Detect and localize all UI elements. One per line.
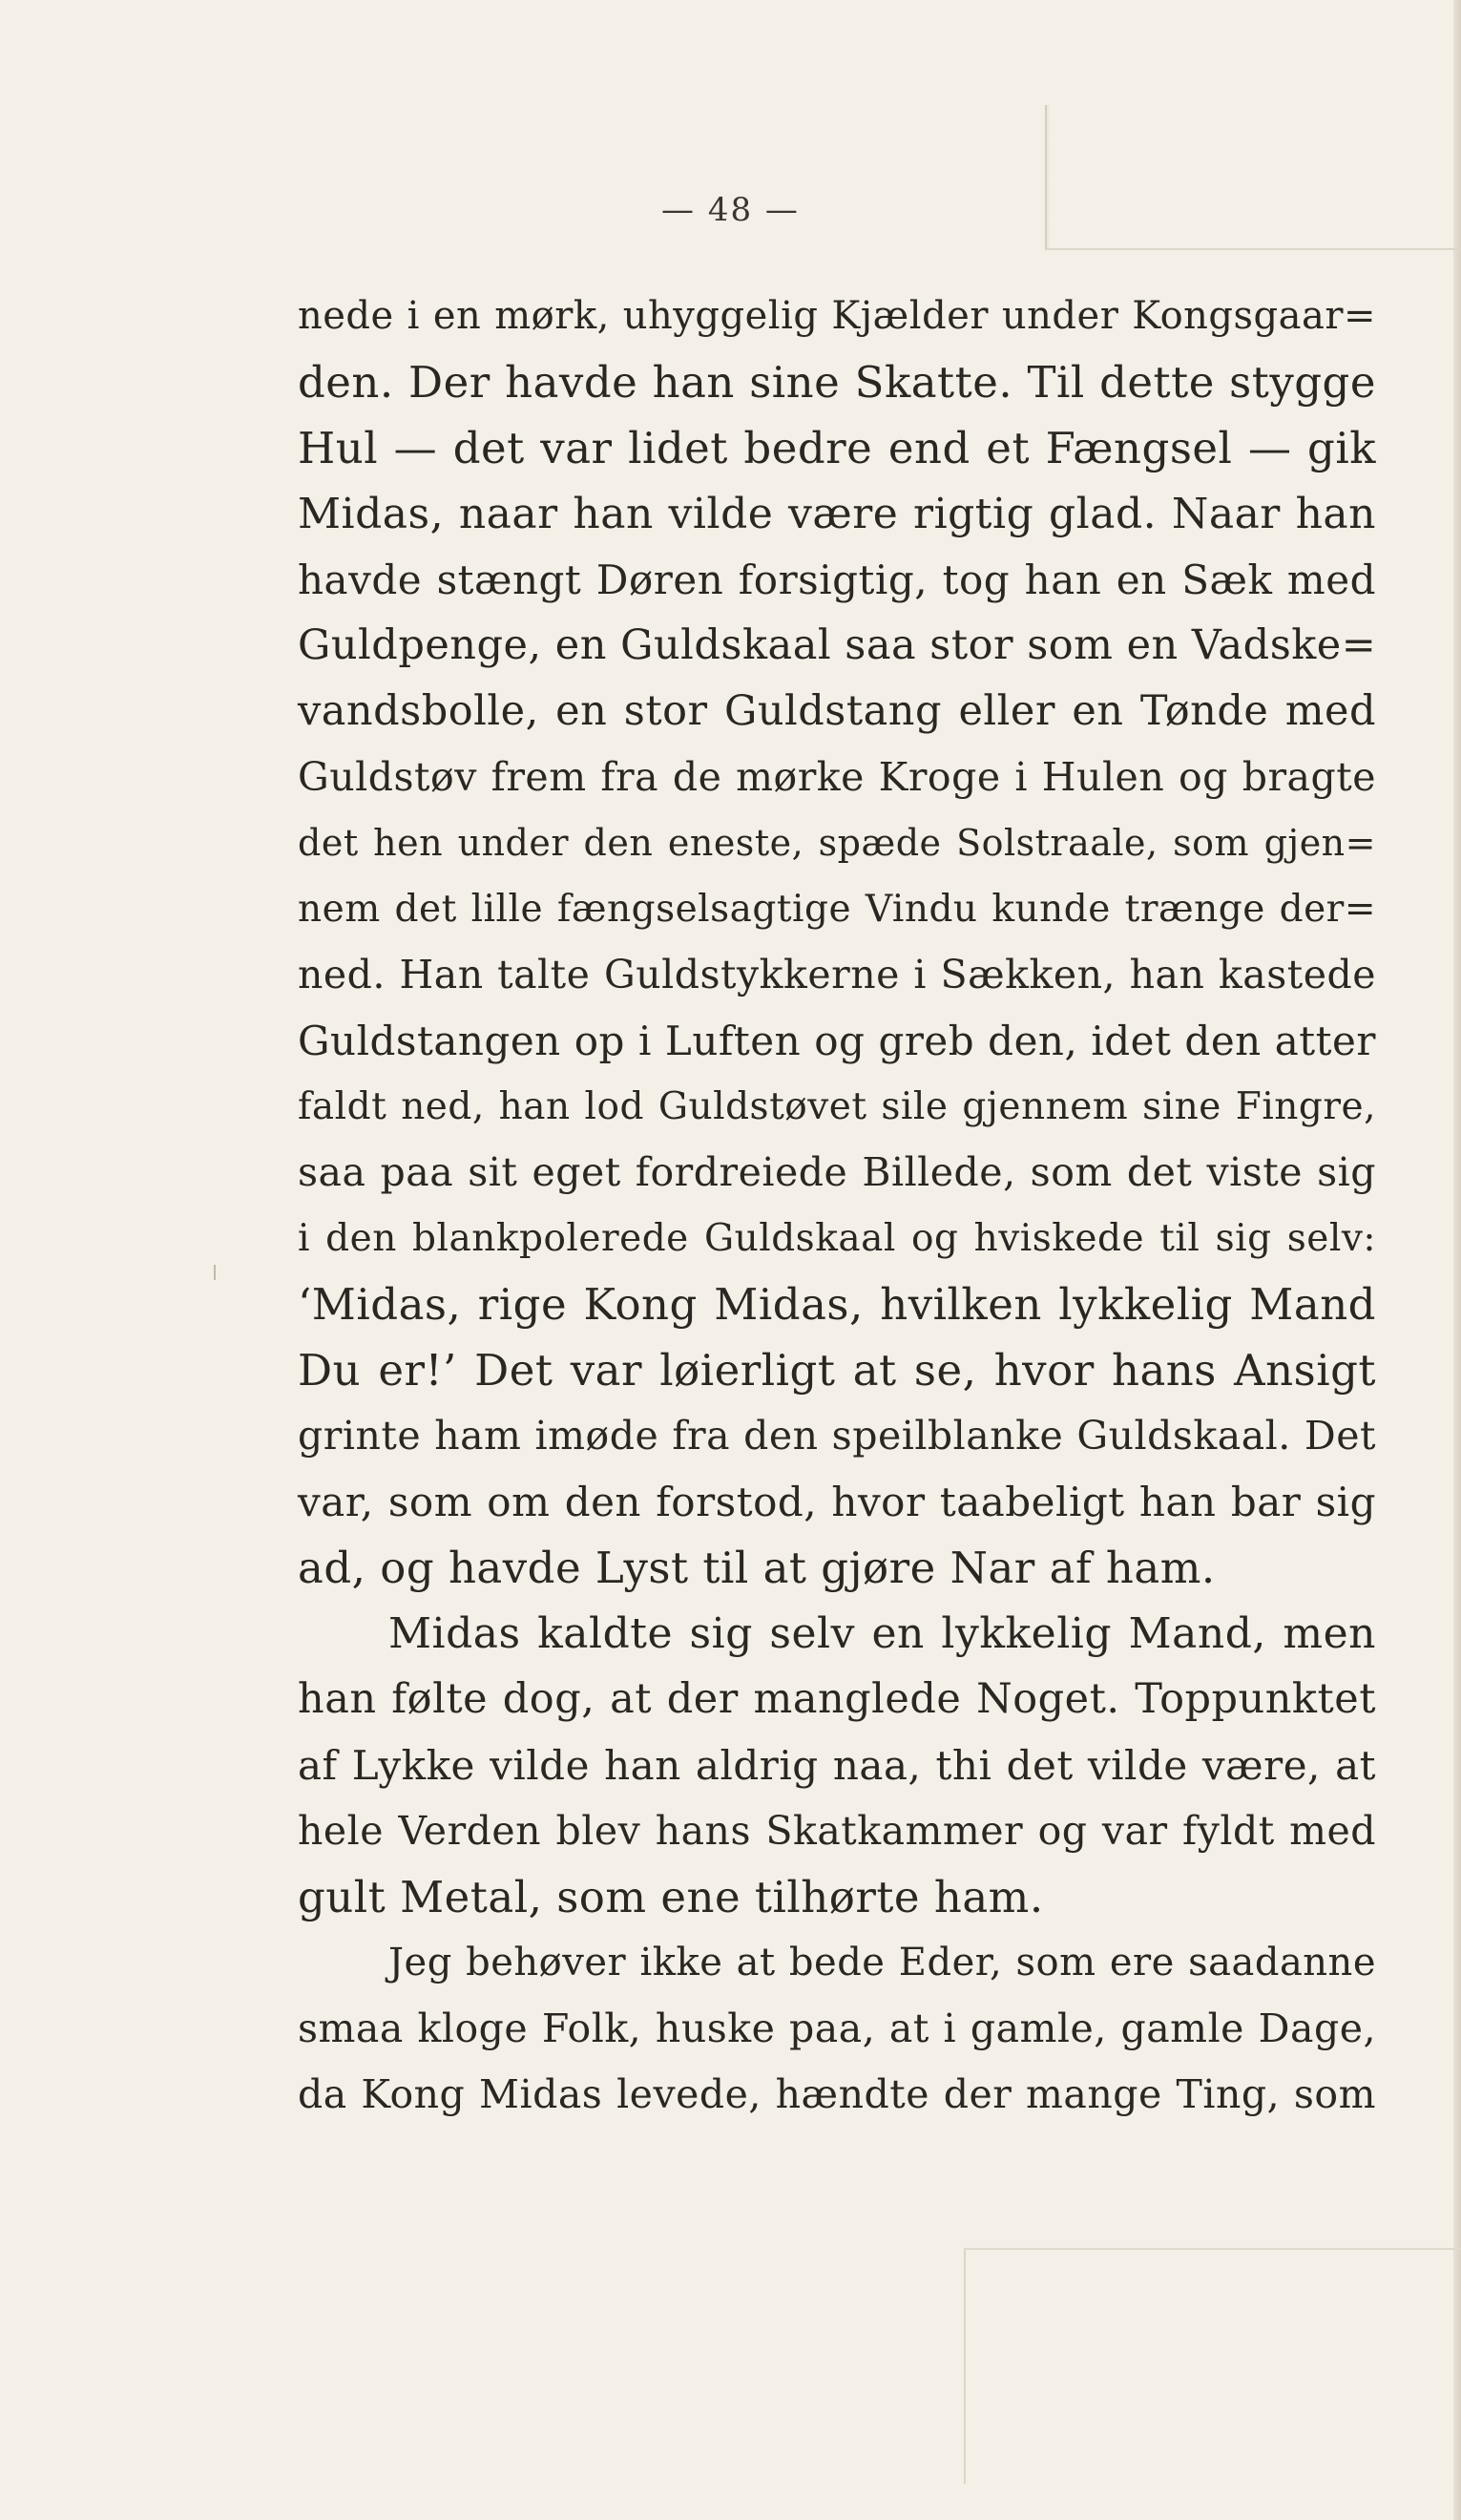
text-line: ned. Han talte Guldstykkerne i Sækken, han kastede (298, 952, 1376, 998)
text-line: smaa kloge Folk, huske paa, at i gamle, gamle Dage, (298, 2006, 1376, 2051)
text-line: nede i en mørk, uhyggelig Kjælder under Kongsgaar= (298, 294, 1376, 338)
text-line: Midas, naar han vilde være rigtig glad. Naar han (298, 490, 1376, 538)
text-line: den. Der havde han sine Skatte. Til dette stygge (298, 357, 1376, 408)
text-line: ‘Midas, rige Kong Midas, hvilken lykkelig Mand (298, 1279, 1376, 1330)
text-line: nem det lille fængselsagtige Vindu kunde trænge der= (298, 888, 1376, 931)
body-text (298, 284, 1376, 2128)
text-line: faldt ned, han lod Guldstøvet sile gjennem sine Fingre, (298, 1085, 1376, 1128)
text-line: havde stængt Døren forsigtig, tog han en Sæk med (298, 556, 1376, 603)
text-line: af Lykke vilde han aldrig naa, thi det vilde være, at (298, 1742, 1376, 1789)
text-line: saa paa sit eget fordreiede Billede, som det viste sig (298, 1149, 1376, 1195)
text-line: Hul — det var lidet bedre end et Fængsel — gik (298, 423, 1376, 473)
text-line: Guldpenge, en Guldskaal saa stor som en Vadske= (298, 621, 1377, 669)
text-line: det hen under den eneste, spæde Solstraale, som gjen= (298, 822, 1376, 864)
text-line: Guldstangen op i Luften og greb den, idet den atter (298, 1018, 1376, 1064)
ink-speck (214, 1265, 216, 1280)
text-line: i den blankpolerede Guldskaal og hviskede til sig selv: (298, 1217, 1376, 1260)
text-line: Du er!’ Det var løierligt at se, hvor hans Ansigt (298, 1345, 1376, 1396)
text-line: hele Verden blev hans Skatkammer og var fyldt med (298, 1808, 1376, 1854)
text-line: grinte ham imøde fra den speilblanke Guldskaal. Det (298, 1413, 1376, 1459)
text-line: Jeg behøver ikke at bede Eder, som ere saadanne (388, 1941, 1376, 1984)
text-line: han følte dog, at der manglede Noget. Toppunktet (298, 1675, 1376, 1723)
paper-imprint-bottom (964, 2248, 1461, 2484)
page-number: — 48 — (661, 191, 800, 229)
text-line: ad, og havde Lyst til at gjøre Nar af ham. (298, 1543, 1216, 1593)
text-line: Guldstøv frem fra de mørke Kroge i Hulen og bragte (298, 754, 1376, 800)
text-line: Midas kaldte sig selv en lykkelig Mand, men (388, 1609, 1376, 1658)
text-line: gult Metal, som ene tilhørte ham. (298, 1872, 1044, 1922)
page-edge (1453, 0, 1461, 2520)
text-line: da Kong Midas levede, hændte der mange Ting, som (298, 2071, 1376, 2117)
text-line: vandsbolle, en stor Guldstang eller en Tønde med (298, 687, 1376, 735)
text-line: var, som om den forstod, hvor taabeligt han bar sig (298, 1479, 1376, 1525)
